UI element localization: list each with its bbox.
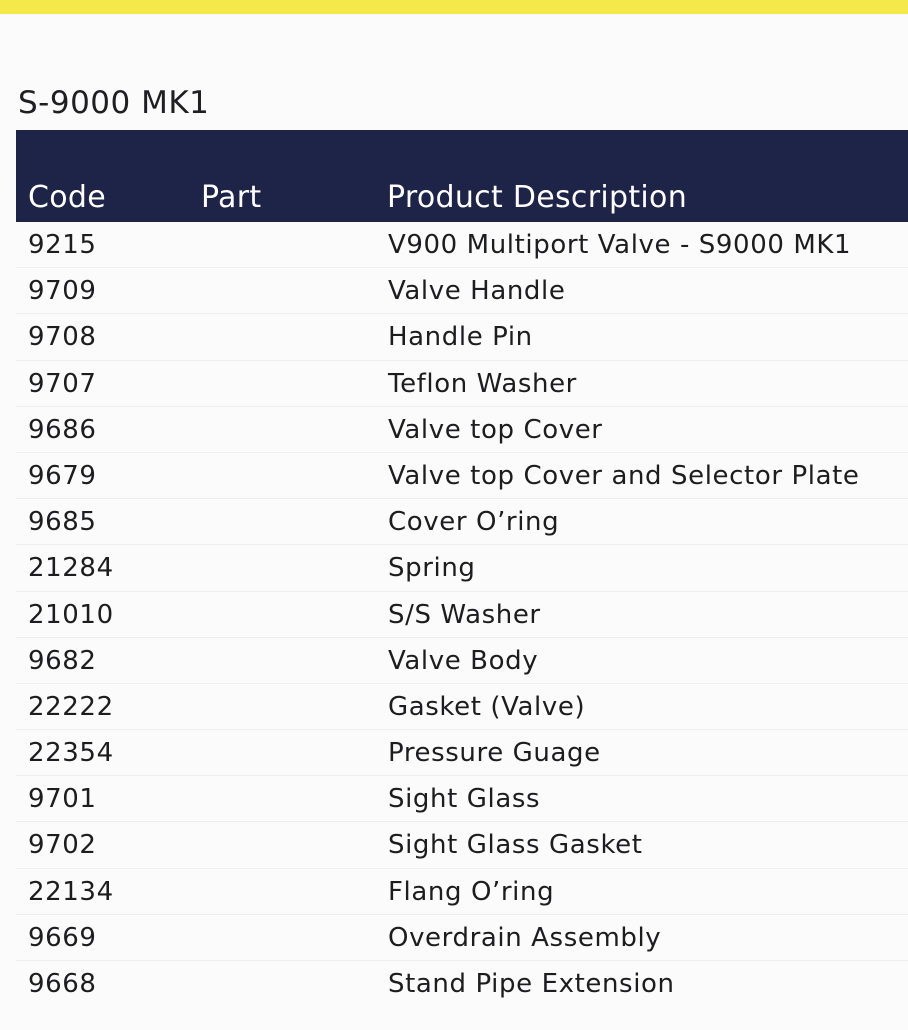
cell-description: Stand Pipe Extension bbox=[388, 969, 675, 999]
cell-code: 9682 bbox=[28, 645, 97, 676]
cell-code: 9707 bbox=[28, 368, 97, 399]
cell-code: 22134 bbox=[28, 876, 114, 907]
table-body bbox=[16, 222, 908, 1006]
table-row bbox=[16, 638, 908, 684]
cell-description: Sight Glass Gasket bbox=[388, 830, 643, 861]
column-header-description: Product Description bbox=[387, 180, 688, 215]
cell-code: 9668 bbox=[28, 969, 97, 999]
table-row bbox=[16, 499, 908, 545]
table-row bbox=[16, 822, 908, 868]
table-row bbox=[16, 776, 908, 822]
table-row bbox=[16, 453, 908, 499]
table-row bbox=[16, 268, 908, 314]
cell-description: Valve top Cover bbox=[388, 414, 603, 445]
table-row bbox=[16, 684, 908, 730]
cell-description: Sight Glass bbox=[388, 784, 541, 815]
table-header bbox=[16, 130, 908, 222]
cell-code: 22354 bbox=[28, 738, 114, 769]
cell-description: Teflon Washer bbox=[388, 368, 577, 399]
cell-code: 9702 bbox=[28, 830, 97, 861]
cell-code: 9708 bbox=[28, 322, 97, 353]
cell-code: 9669 bbox=[28, 922, 97, 953]
cell-description: Flang O’ring bbox=[388, 876, 555, 907]
cell-description: Valve Handle bbox=[388, 276, 566, 307]
cell-description: Cover O’ring bbox=[388, 507, 560, 538]
parts-table bbox=[16, 130, 908, 1006]
cell-description: Valve top Cover and Selector Plate bbox=[388, 460, 860, 491]
cell-description: Spring bbox=[388, 553, 476, 584]
page-title: S-9000 MK1 bbox=[18, 84, 210, 121]
table-row bbox=[16, 915, 908, 961]
cell-code: 9709 bbox=[28, 276, 97, 307]
cell-code: 21284 bbox=[28, 553, 114, 584]
table-row bbox=[16, 730, 908, 776]
table-row bbox=[16, 361, 908, 407]
cell-code: 9686 bbox=[28, 414, 97, 445]
table-row bbox=[16, 961, 908, 1006]
cell-code: 21010 bbox=[28, 599, 114, 630]
cell-description: V900 Multiport Valve - S9000 MK1 bbox=[388, 230, 852, 260]
table-row bbox=[16, 592, 908, 638]
column-header-part: Part bbox=[201, 180, 262, 215]
cell-code: 22222 bbox=[28, 691, 114, 722]
cell-description: Valve Body bbox=[388, 645, 539, 676]
accent-bar bbox=[0, 0, 908, 14]
cell-code: 9685 bbox=[28, 507, 97, 538]
cell-description: Gasket (Valve) bbox=[388, 691, 586, 722]
column-header-code: Code bbox=[28, 180, 107, 215]
cell-code: 9701 bbox=[28, 784, 97, 815]
cell-description: S/S Washer bbox=[388, 599, 541, 630]
cell-code: 9679 bbox=[28, 460, 97, 491]
cell-description: Handle Pin bbox=[388, 322, 533, 353]
table-row bbox=[16, 314, 908, 360]
cell-description: Overdrain Assembly bbox=[388, 922, 662, 953]
table-row bbox=[16, 407, 908, 453]
table-row bbox=[16, 222, 908, 268]
table-row bbox=[16, 869, 908, 915]
cell-description: Pressure Guage bbox=[388, 738, 601, 769]
table-row bbox=[16, 545, 908, 591]
cell-code: 9215 bbox=[28, 230, 97, 260]
